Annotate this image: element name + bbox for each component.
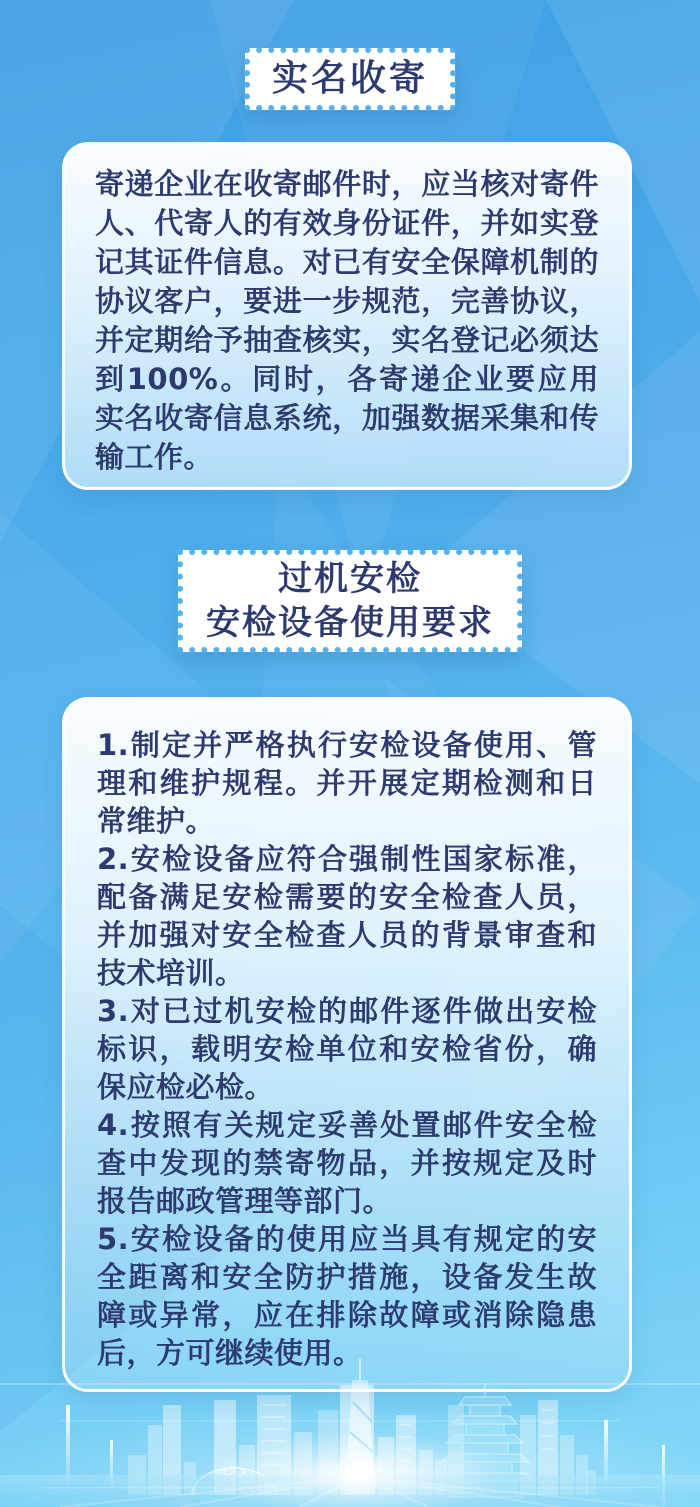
realname-info-card [62, 142, 632, 490]
security-rules-card [62, 697, 632, 1392]
badge-security-line1: 过机安检 [278, 559, 422, 599]
section-title-badge-realname [245, 48, 455, 110]
rule-item-4: 4.按照有关规定妥善处置邮件安全检查中发现的禁寄物品，并按规定及时报告邮政管理等部门。 [97, 1108, 597, 1218]
rule-item-3: 3.对已过机安检的邮件逐件做出安检标识，载明安检单位和安检省份，确保应检必检。 [97, 994, 597, 1104]
rule-item-5: 5.安检设备的使用应当具有规定的安全距离和安全防护措施，设备发生故障或异常，应在排除故障或消除隐患后，方可继续使用。 [97, 1222, 597, 1370]
rule-item-1: 1.制定并严格执行安检设备使用、管理和维护规程。并开展定期检测和日常维护。 [97, 728, 597, 838]
section-title-badge-security-check [178, 550, 522, 652]
badge-realname-label: 实名收寄 [271, 58, 429, 99]
realname-body-text: 寄递企业在收寄邮件时，应当核对寄件人、代寄人的有效身份证件，并如实登记其证件信息。对已有安全保障机制的协议客户，要进一步规范，完善协议，并定期给予抽查核实，实名登记必须达到100%。同时，各寄递企业要应用实名收寄信息系统，加强数据采集和传输工作。 [95, 167, 599, 474]
badge-security-line2: 安检设备使用要求 [206, 603, 494, 643]
rule-item-2: 2.安检设备应符合强制性国家标准，配备满足安检需要的安全检查人员，并加强对安全检查人员的背景审查和技术培训。 [97, 842, 597, 990]
